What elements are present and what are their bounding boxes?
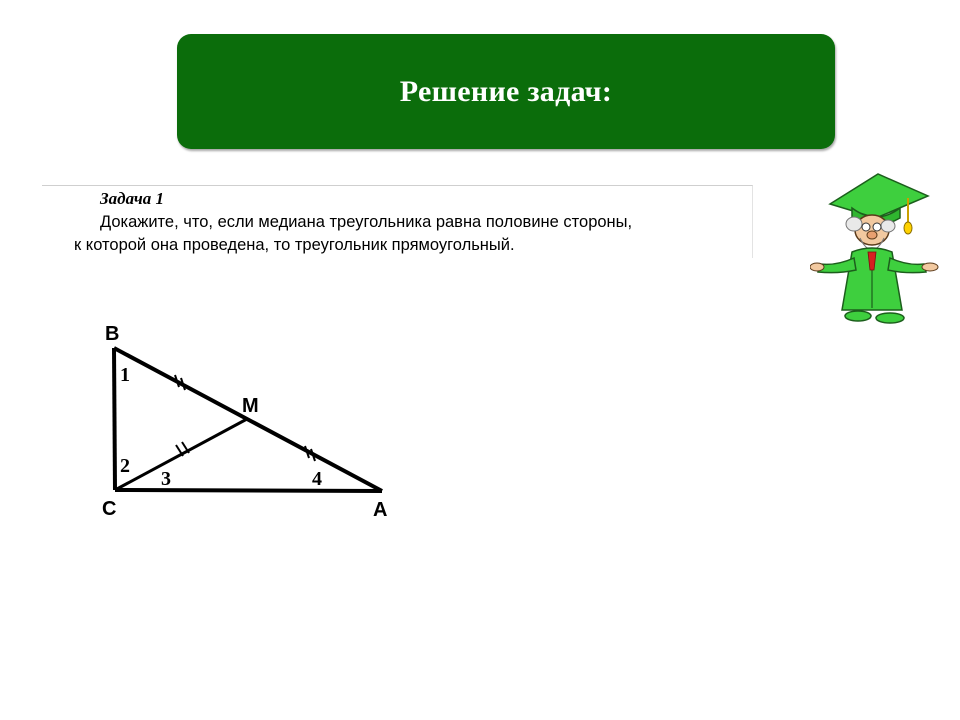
professor-icon [810,172,945,332]
angle-1-label: 1 [120,364,130,386]
title-banner [177,34,835,149]
slide-title: Решение задач: [399,74,613,108]
task-text-line-1: Докажите, что, если медиана треугольника равна половине стороны, [100,213,633,231]
angle-3-label: 3 [161,468,171,490]
angle-4-label: 4 [312,468,322,490]
vertex-b-label: B [105,323,120,345]
task-text-line-2: к которой она проведена, то треугольник прямоугольный. [74,236,515,254]
tick-mc [176,442,189,456]
side-ca [115,490,382,491]
side-bc [114,348,115,490]
vertex-c-label: C [102,498,117,520]
task-heading: Задача 1 [100,189,165,208]
angle-2-label: 2 [120,455,130,477]
triangle-diagram [95,315,405,530]
vertex-m-label: M [242,395,259,417]
task-box [42,185,753,258]
vertex-a-label: A [373,499,388,521]
